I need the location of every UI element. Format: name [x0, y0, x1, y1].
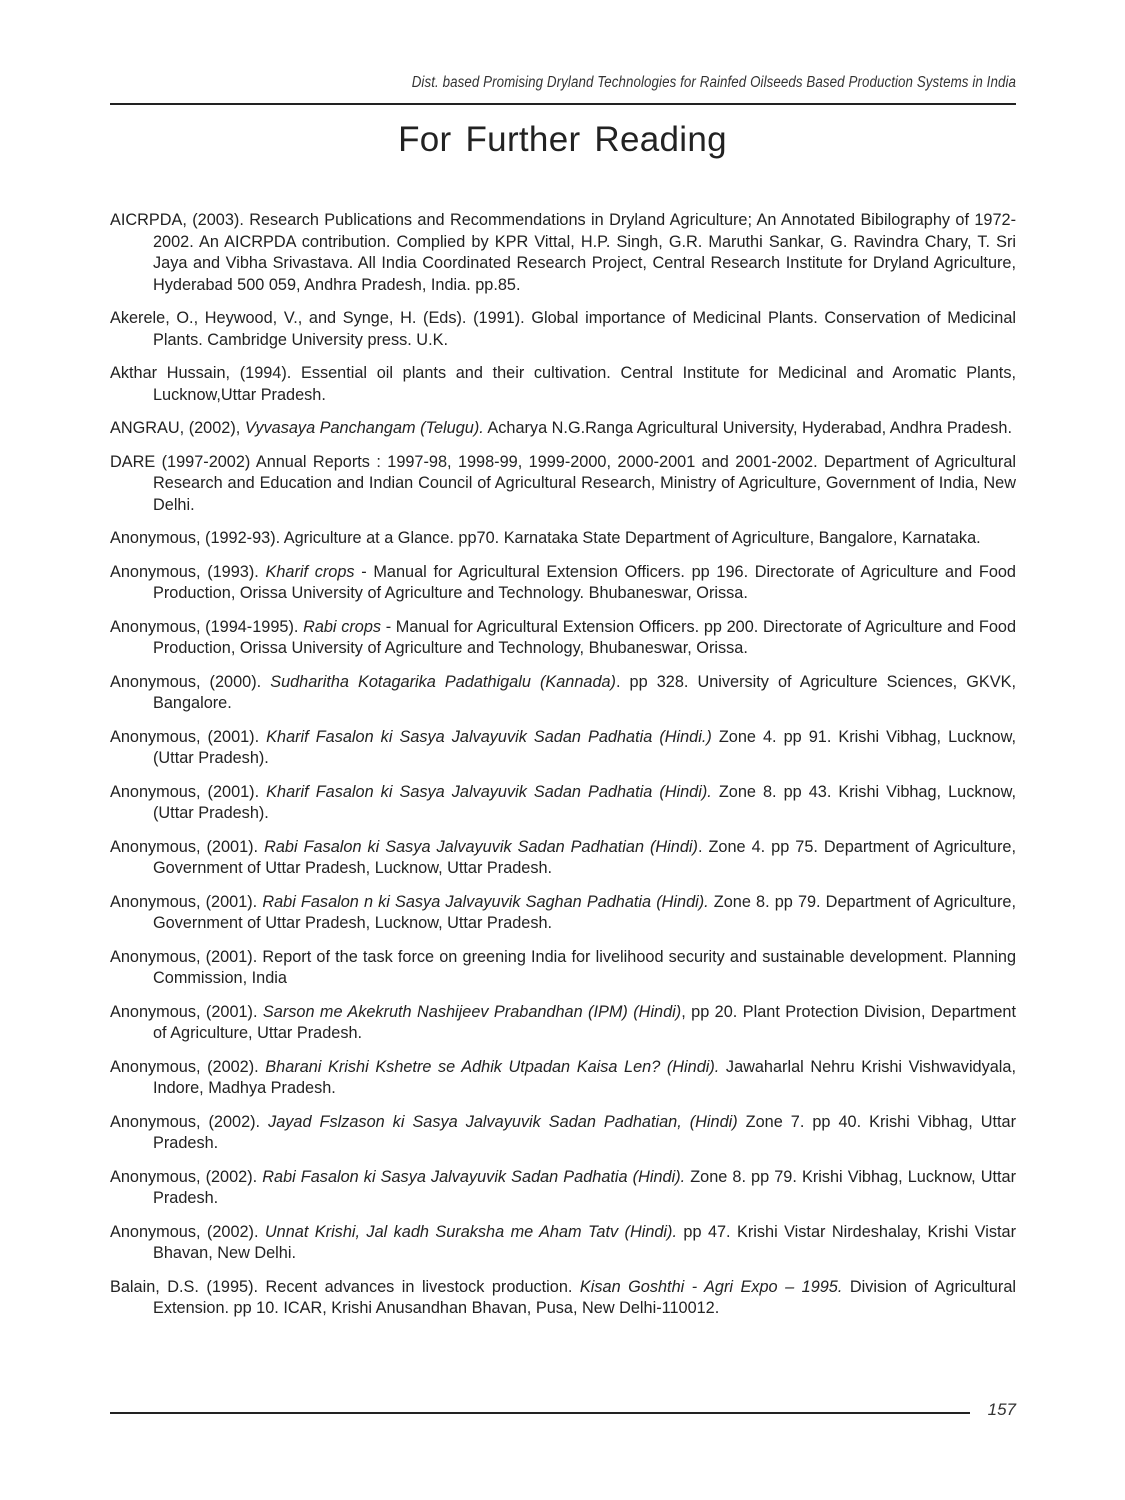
- reference-entry: Anonymous, (2001). Sarson me Akekruth Nashijeev Prabandhan (IPM) (Hindi), pp 20. Plant Protection Division, Department of Agriculture, Uttar Pradesh.: [110, 1002, 1016, 1042]
- reference-entry: AICRPDA, (2003). Research Publications and Recommendations in Dryland Agriculture; An Annotated Bibilography of 1972-2002. An AICRPDA contribution. Complied by KPR Vittal, H.P. Singh, G.R. Maruthi Sankar, G. Ravindra Chary, T. Sri Jaya and Vibha Srivastava. All India Coordinated Research Project, Central Research Institute for Dryland Agriculture, Hyderabad 500 059, Andhra Pradesh, India. pp.85.: [110, 211, 1016, 294]
- header-rule: [110, 103, 1016, 105]
- reference-entry: Akthar Hussain, (1994). Essential oil plants and their cultivation. Central Institute for Medicinal and Aromatic Plants, Lucknow,Uttar Pradesh.: [110, 364, 1016, 404]
- reference-entry: Anonymous, (1992-93). Agriculture at a Glance. pp70. Karnataka State Department of Agriculture, Bangalore, Karnataka.: [110, 529, 981, 547]
- reference-entry: Anonymous, (2002). Rabi Fasalon ki Sasya Jalvayuvik Sadan Padhatia (Hindi). Zone 8. pp 79. Krishi Vibhag, Lucknow, Uttar Pradesh.: [110, 1167, 1016, 1207]
- reference-entry: Anonymous, (2001). Report of the task force on greening India for livelihood security and sustainable development. Planning Commission, India: [110, 947, 1016, 987]
- reference-entry: Anonymous, (2002). Unnat Krishi, Jal kadh Suraksha me Aham Tatv (Hindi). pp 47. Krishi Vistar Nirdeshalay, Krishi Vistar Bhavan, New Delhi.: [110, 1222, 1016, 1262]
- reference-list: [110, 210, 1016, 1332]
- reference-entry: Anonymous, (2002). Bharani Krishi Kshetre se Adhik Utpadan Kaisa Len? (Hindi). Jawaharlal Nehru Krishi Vishwavidyala, Indore, Madhya Pradesh.: [110, 1057, 1017, 1097]
- page-number: 157: [987, 1400, 1016, 1419]
- footer-rule: [110, 1412, 970, 1414]
- running-header: Dist. based Promising Dryland Technologies for Rainfed Oilseeds Based Production Systems in India: [411, 74, 1016, 91]
- reference-entry: Anonymous, (1994-1995). Rabi crops - Manual for Agricultural Extension Officers. pp 200. Directorate of Agriculture and Food Production, Orissa University of Agriculture and Technology, Bhubaneswar, Orissa.: [110, 617, 1017, 657]
- reference-entry: DARE (1997-2002) Annual Reports : 1997-98, 1998-99, 1999-2000, 2000-2001 and 2001-2002. Department of Agricultural Research and Education and Indian Council of Agricultural Research, Ministry of Agriculture, Government of India, New Delhi.: [110, 452, 1016, 514]
- reference-entry: Anonymous, (2001). Kharif Fasalon ki Sasya Jalvayuvik Sadan Padhatia (Hindi). Zone 8. pp 43. Krishi Vibhag, Lucknow, (Uttar Pradesh).: [110, 782, 1016, 822]
- reference-entry: Akerele, O., Heywood, V., and Synge, H. (Eds). (1991). Global importance of Medicinal Plants. Conservation of Medicinal Plants. Cambridge University press. U.K.: [110, 309, 1016, 349]
- page-title: For Further Reading: [398, 120, 727, 159]
- reference-entry: ANGRAU, (2002), Vyvasaya Panchangam (Telugu). Acharya N.G.Ranga Agricultural University, Hyderabad, Andhra Pradesh.: [110, 419, 1012, 437]
- reference-entry: Anonymous, (2001). Rabi Fasalon ki Sasya Jalvayuvik Sadan Padhatian (Hindi). Zone 4. pp 75. Department of Agriculture, Government of Uttar Pradesh, Lucknow, Uttar Pradesh.: [110, 837, 1016, 877]
- reference-entry: Anonymous, (2001). Rabi Fasalon n ki Sasya Jalvayuvik Saghan Padhatia (Hindi). Zone 8. pp 79. Department of Agriculture, Government of Uttar Pradesh, Lucknow, Uttar Pradesh.: [110, 892, 1017, 932]
- reference-entry: Anonymous, (2002). Jayad Fslzason ki Sasya Jalvayuvik Sadan Padhatian, (Hindi) Zone 7. pp 40. Krishi Vibhag, Uttar Pradesh.: [110, 1112, 1017, 1152]
- reference-entry: Anonymous, (1993). Kharif crops - Manual for Agricultural Extension Officers. pp 196. Directorate of Agriculture and Food Production, Orissa University of Agriculture and Technology. Bhubaneswar, Orissa.: [110, 562, 1016, 602]
- reference-entry: Anonymous, (2000). Sudharitha Kotagarika Padathigalu (Kannada). pp 328. University of Agriculture Sciences, GKVK, Bangalore.: [110, 672, 1016, 712]
- reference-entry: Anonymous, (2001). Kharif Fasalon ki Sasya Jalvayuvik Sadan Padhatia (Hindi.) Zone 4. pp 91. Krishi Vibhag, Lucknow, (Uttar Pradesh).: [110, 727, 1016, 767]
- reference-entry: Balain, D.S. (1995). Recent advances in livestock production. Kisan Goshthi - Agri Expo – 1995. Division of Agricultural Extension. pp 10. ICAR, Krishi Anusandhan Bhavan, Pusa, New Delhi-110012.: [110, 1277, 1016, 1317]
